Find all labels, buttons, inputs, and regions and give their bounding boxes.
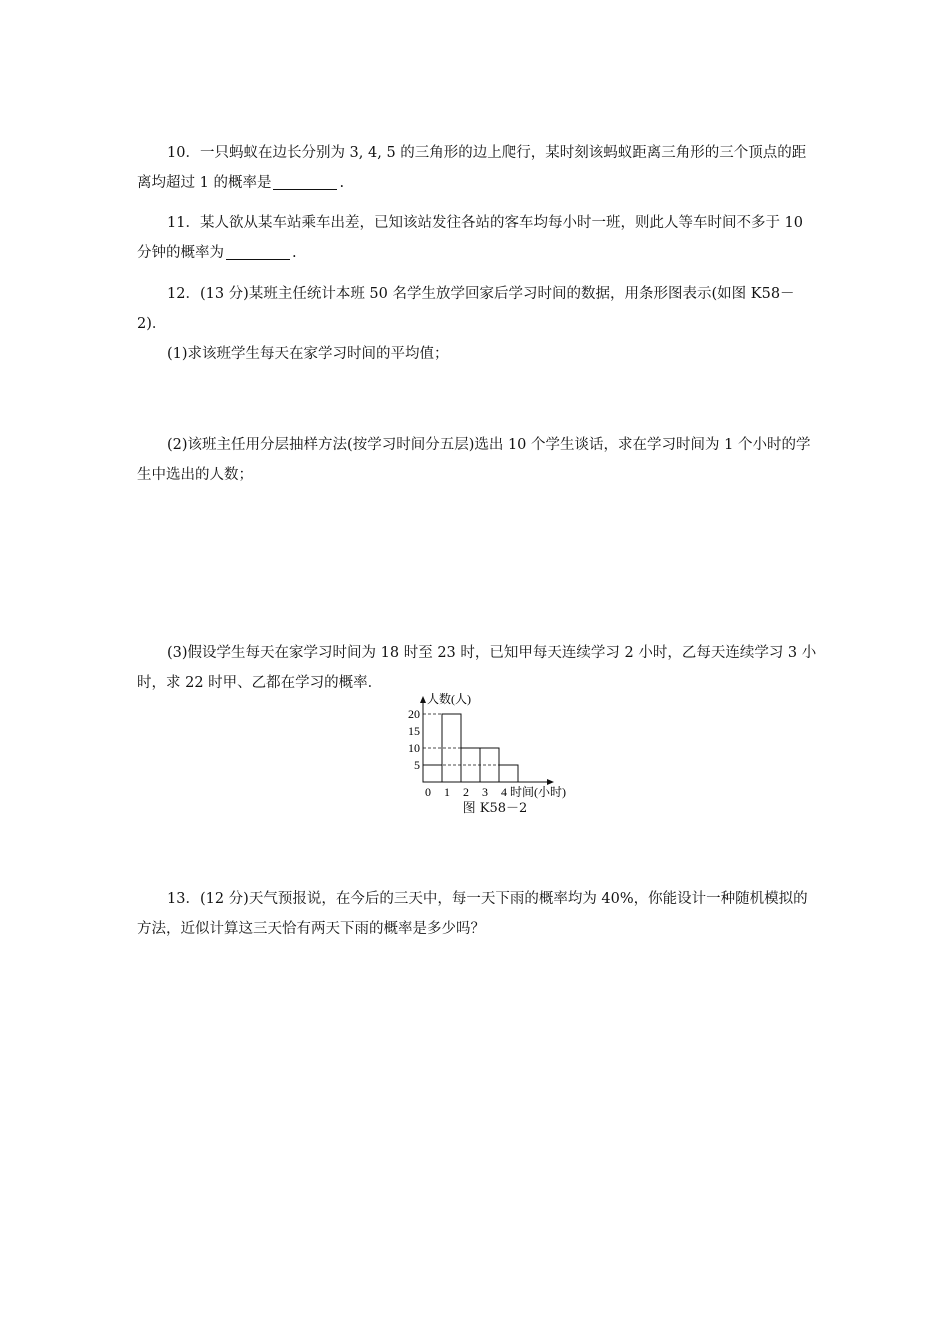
x-tick-label: 0 — [425, 785, 431, 799]
question-10-text: 10．一只蚂蚁在边长分别为 3, 4, 5 的三角形的边上爬行，某时刻该蚂蚁距离三角形的三个顶点的距离均超过 1 的概率是 — [137, 145, 807, 191]
bar-chart-figure — [395, 690, 595, 825]
x-tick-label: 3 — [482, 785, 488, 799]
question-12-part-3: (3)假设学生每天在家学习时间为 18 时至 23 时，已知甲每天连续学习 2 小时，乙每天连续学习 3 小时，求 22 时甲、乙都在学习的概率． — [137, 645, 817, 691]
x-tick-label: 4 — [501, 785, 507, 799]
question-11: 11．某人欲从某车站乘车出差，已知该站发往各站的客车均每小时一班，则此人等车时间不多于 10 分钟的概率为 . — [137, 215, 804, 261]
x-tick-label: 2 — [463, 785, 469, 799]
answer-blank-10[interactable] — [273, 171, 337, 190]
y-tick-label: 5 — [414, 758, 420, 772]
y-axis-arrow — [420, 696, 426, 703]
chart-caption: 图 K58－2 — [462, 801, 528, 816]
y-tick-label: 10 — [408, 741, 420, 755]
bar — [499, 765, 518, 782]
bar-chart — [395, 690, 595, 800]
y-tick-label: 15 — [408, 724, 420, 738]
question-12-part-2: (2)该班主任用分层抽样方法(按学习时间分五层)选出 10 个学生谈话，求在学习时间为 1 个小时的学生中选出的人数； — [137, 437, 811, 483]
question-12-intro: 12．(13 分)某班主任统计本班 50 名学生放学回家后学习时间的数据，用条形图表示(如图 K58－2)． — [137, 286, 795, 332]
answer-blank-11[interactable] — [226, 241, 290, 260]
bar — [423, 765, 442, 782]
question-12-part-1: (1)求该班学生每天在家学习时间的平均值； — [167, 346, 449, 362]
y-tick-label: 20 — [408, 707, 420, 721]
x-axis-label: 时间(小时) — [510, 785, 566, 799]
question-13: 13．(12 分)天气预报说，在今后的三天中，每一天下雨的概率均为 40%，你能设计一种随机模拟的方法，近似计算这三天恰有两天下雨的概率是多少吗？ — [137, 891, 808, 937]
x-tick-label: 1 — [444, 785, 450, 799]
question-11-text: 11．某人欲从某车站乘车出差，已知该站发往各站的客车均每小时一班，则此人等车时间不多于 10 分钟的概率为 — [137, 215, 804, 261]
y-axis-label: 人数(人) — [427, 692, 471, 706]
question-10: 10．一只蚂蚁在边长分别为 3, 4, 5 的三角形的边上爬行，某时刻该蚂蚁距离三角形的三个顶点的距离均超过 1 的概率是 . — [137, 145, 807, 191]
